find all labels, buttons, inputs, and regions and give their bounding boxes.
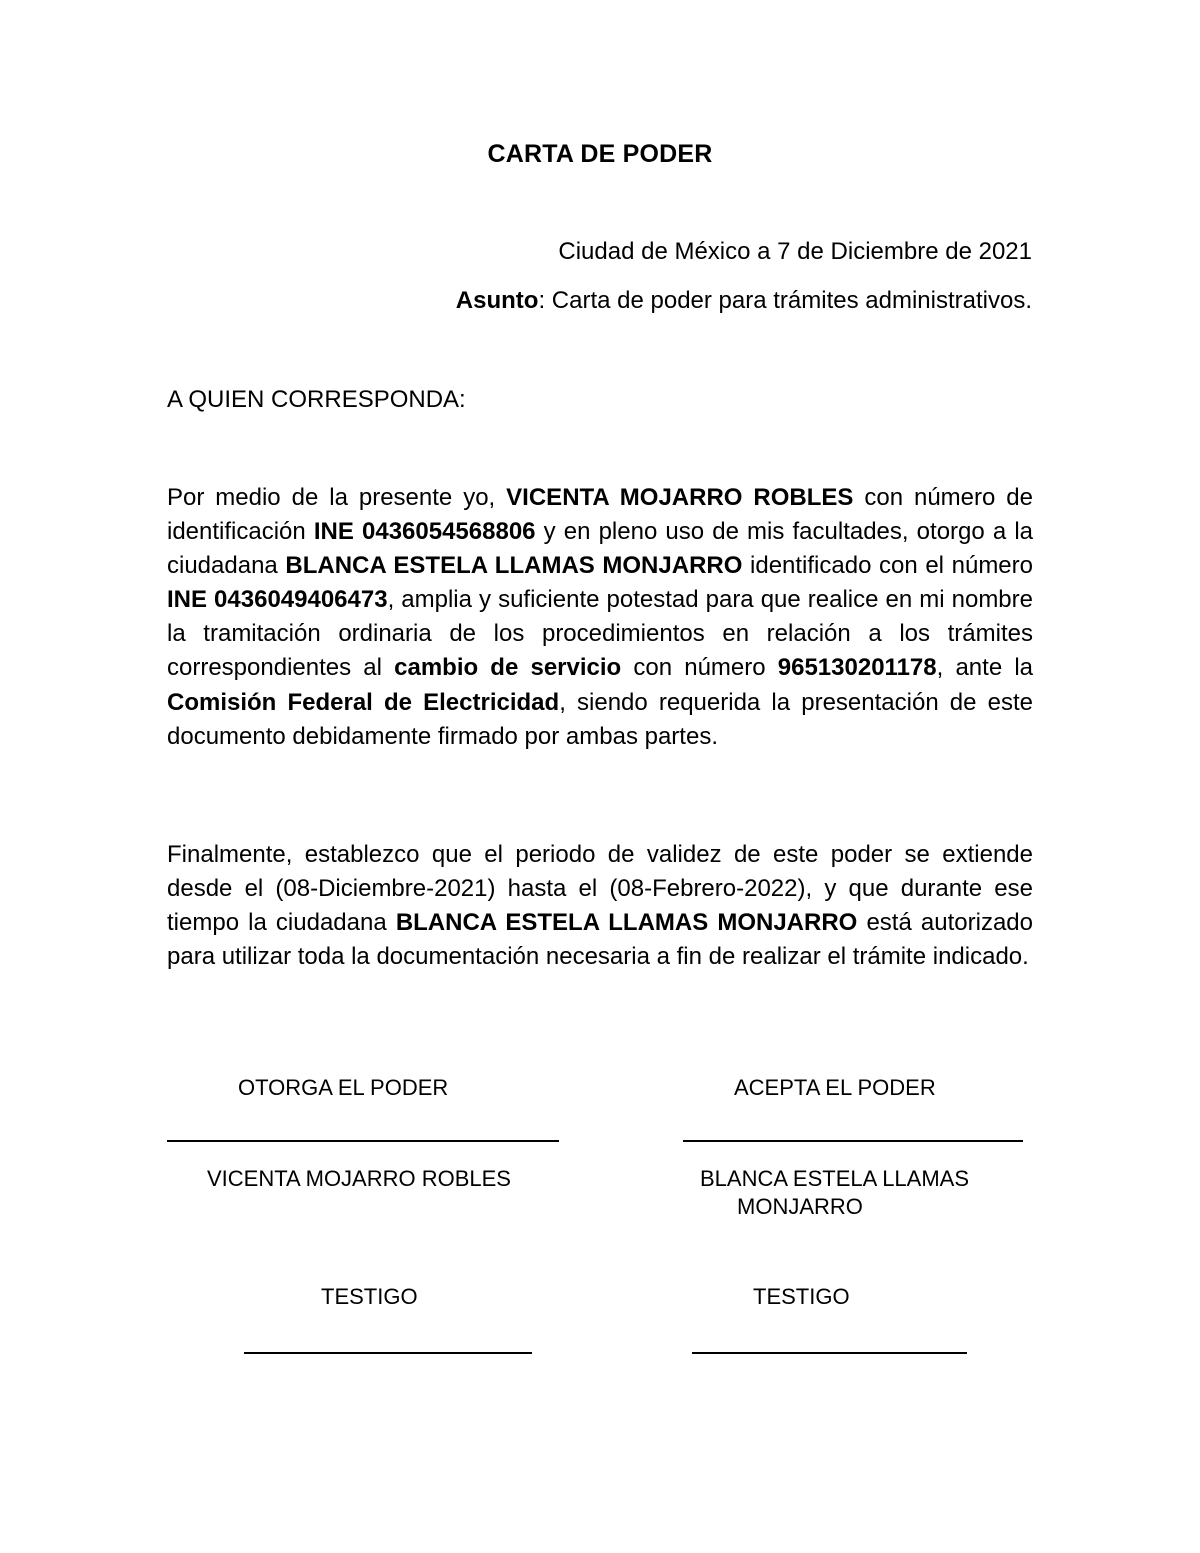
- grantor-id-bold: INE 0436054568806: [313, 518, 536, 546]
- grantor-heading: OTORGA EL PODER: [238, 1075, 449, 1100]
- grantor-signature-name: VICENTA MOJARRO ROBLES: [207, 1166, 511, 1191]
- paragraph-text: , siendo requerida la presentación de este documento debidamente firmado por ambas partes.: [167, 688, 1034, 750]
- grantee-name-bold: BLANCA ESTELA LLAMAS MONJARRO: [395, 909, 858, 937]
- subject-line: [456, 287, 1032, 315]
- witness-right-heading: TESTIGO: [753, 1284, 850, 1309]
- grantee-signature-name-line2: MONJARRO: [737, 1194, 863, 1219]
- document-title: CARTA DE PODER: [487, 140, 713, 168]
- paragraph-text: está autorizado para utilizar toda la documentación necesaria a fin de realizar el trámite indicado.: [167, 909, 1033, 971]
- paragraph-text: con número: [621, 654, 778, 682]
- salutation: A QUIEN CORRESPONDA:: [167, 386, 466, 413]
- date-line: Ciudad de México a 7 de Diciembre de 2021: [558, 238, 1032, 265]
- paragraph-text: y en pleno uso de mis facultades, otorgo a la ciudadana: [167, 518, 1034, 580]
- paragraph-body-1: [167, 481, 1033, 754]
- paragraph-text: con número de identificación: [167, 484, 1033, 546]
- grantee-name-bold: BLANCA ESTELA LLAMAS MONJARRO: [285, 552, 743, 580]
- paragraph-text: Por medio de la presente yo,: [167, 484, 507, 511]
- grantee-signature-name-line1: BLANCA ESTELA LLAMAS: [700, 1166, 970, 1191]
- institution-bold: Comisión Federal de Electricidad: [167, 688, 560, 716]
- paragraph-text: Finalmente, establezco que el periodo de validez de este poder se extiende desde el (08-Diciembre-2021) hasta el (08-Febrero-2022), y que durante ese tiempo la ciudadana: [167, 841, 1033, 937]
- subject-text: : Carta de poder para trámites administrativos.: [538, 287, 1032, 314]
- grantor-signature-line: [167, 1140, 559, 1142]
- grantor-name-bold: VICENTA MOJARRO ROBLES: [506, 484, 854, 511]
- witness-right-signature-line: [692, 1352, 967, 1354]
- paragraph-text: , amplia y suficiente potestad para que realice en mi nombre la tramitación ordinaria de los procedimientos en relación a los trámites correspondientes al: [167, 586, 1033, 682]
- grantee-signature-line: [683, 1140, 1023, 1142]
- service-change-bold: cambio de servicio: [394, 654, 622, 682]
- witness-left-signature-line: [244, 1352, 532, 1354]
- paragraph-body-2: [167, 838, 1033, 974]
- paragraph-text: identificado con el número: [742, 552, 1033, 580]
- paragraph-text: , ante la: [936, 654, 1034, 682]
- grantee-id-bold: INE 0436049406473: [167, 586, 388, 614]
- subject-label: Asunto: [455, 287, 539, 314]
- grantee-heading: ACEPTA EL PODER: [734, 1075, 936, 1100]
- witness-left-heading: TESTIGO: [321, 1284, 418, 1309]
- service-number-bold: 965130201178: [777, 654, 937, 682]
